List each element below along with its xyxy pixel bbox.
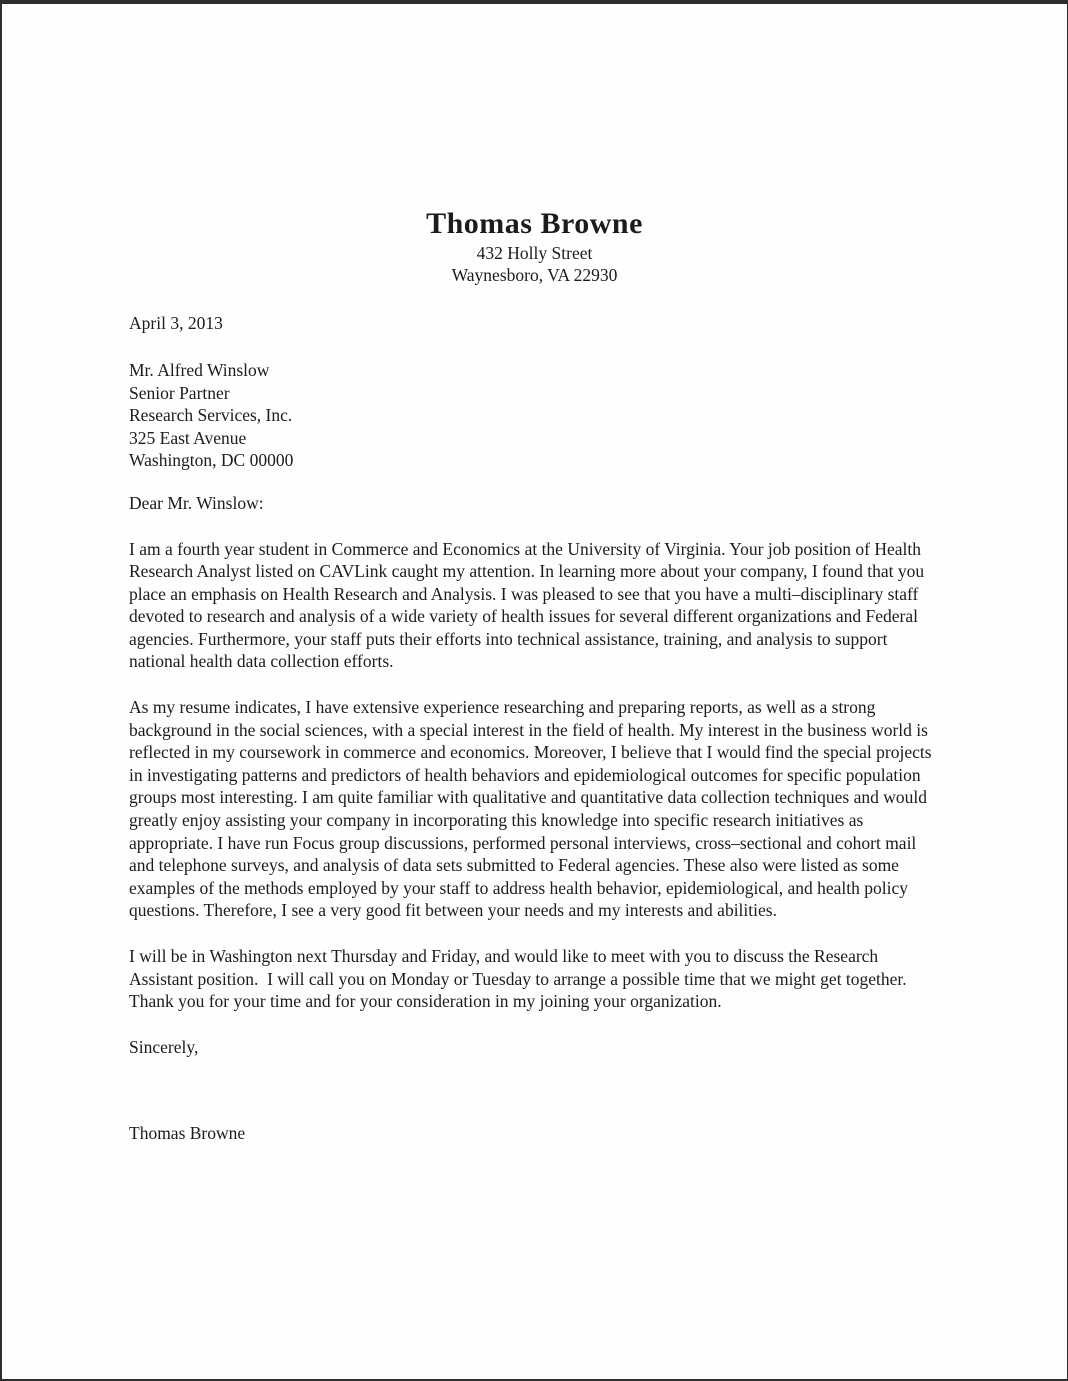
paragraph-followup: I will be in Washington next Thursday and Friday, and would like to meet with you to discuss the Research Assistant position. I will call you on Monday or Tuesday to arrange a possible time that we might get together. Thank you for your time and for your consideration in my joining your organization. [129, 946, 916, 1012]
recipient-block [129, 359, 940, 472]
recipient-title: Senior Partner [129, 382, 230, 403]
salutation: Dear Mr. Winslow: [129, 492, 264, 513]
recipient-city: Washington, DC 00000 [129, 450, 294, 470]
signature-space [129, 1058, 940, 1122]
closing: Sincerely, [129, 1036, 199, 1057]
sender-name: Thomas Browne [426, 207, 643, 240]
recipient-name: Mr. Alfred Winslow [129, 360, 270, 380]
signature-name: Thomas Browne [129, 1122, 246, 1143]
letter-paragraphs [129, 538, 940, 1013]
recipient-company: Research Services, Inc. [129, 405, 293, 425]
letter-body [2, 4, 1067, 1144]
paragraph-experience: As my resume indicates, I have extensive experience researching and preparing reports, as well as a strong background in the social sciences, with a special interest in the field of health. My interest in the business world is reflected in my coursework in commerce and economics. Moreover, I believe that I would find the special projects in investigating patterns and predictors of health behaviors and epidemiological outcomes for specific population groups most interesting. I am quite familiar with qualitative and quantitative data collection techniques and would greatly enjoy assisting your company in incorporating this knowledge into specific research initiatives as appropriate. I have run Focus group discussions, performed personal interviews, cross–sectional and cohort mail and telephone surveys, and analysis of data sets submitted to Federal agencies. These also were listed as some examples of the methods employed by your staff to address health behavior, epidemiological, and health policy questions. Therefore, I see a very good fit between your needs and my interests and abilities. [129, 697, 936, 921]
recipient-street: 325 East Avenue [129, 427, 247, 448]
paragraph-intro: I am a fourth year student in Commerce and Economics at the University of Virginia. Your job position of Health Research Analyst listed on CAVLink caught my attention. In learning more about your company, I found that you place an emphasis on Health Research and Analysis. I was pleased to see that you have a multi–disciplinary staff devoted to research and analysis of a wide variety of health issues for several different organizations and Federal agencies. Furthermore, your staff puts their efforts into technical assistance, training, and analysis to support national health data collection efforts. [129, 538, 929, 672]
sender-block [129, 206, 940, 286]
letter-date: April 3, 2013 [129, 313, 223, 333]
sender-address-line2: Waynesboro, VA 22930 [451, 265, 618, 285]
sender-address-line1: 432 Holly Street [476, 243, 593, 263]
